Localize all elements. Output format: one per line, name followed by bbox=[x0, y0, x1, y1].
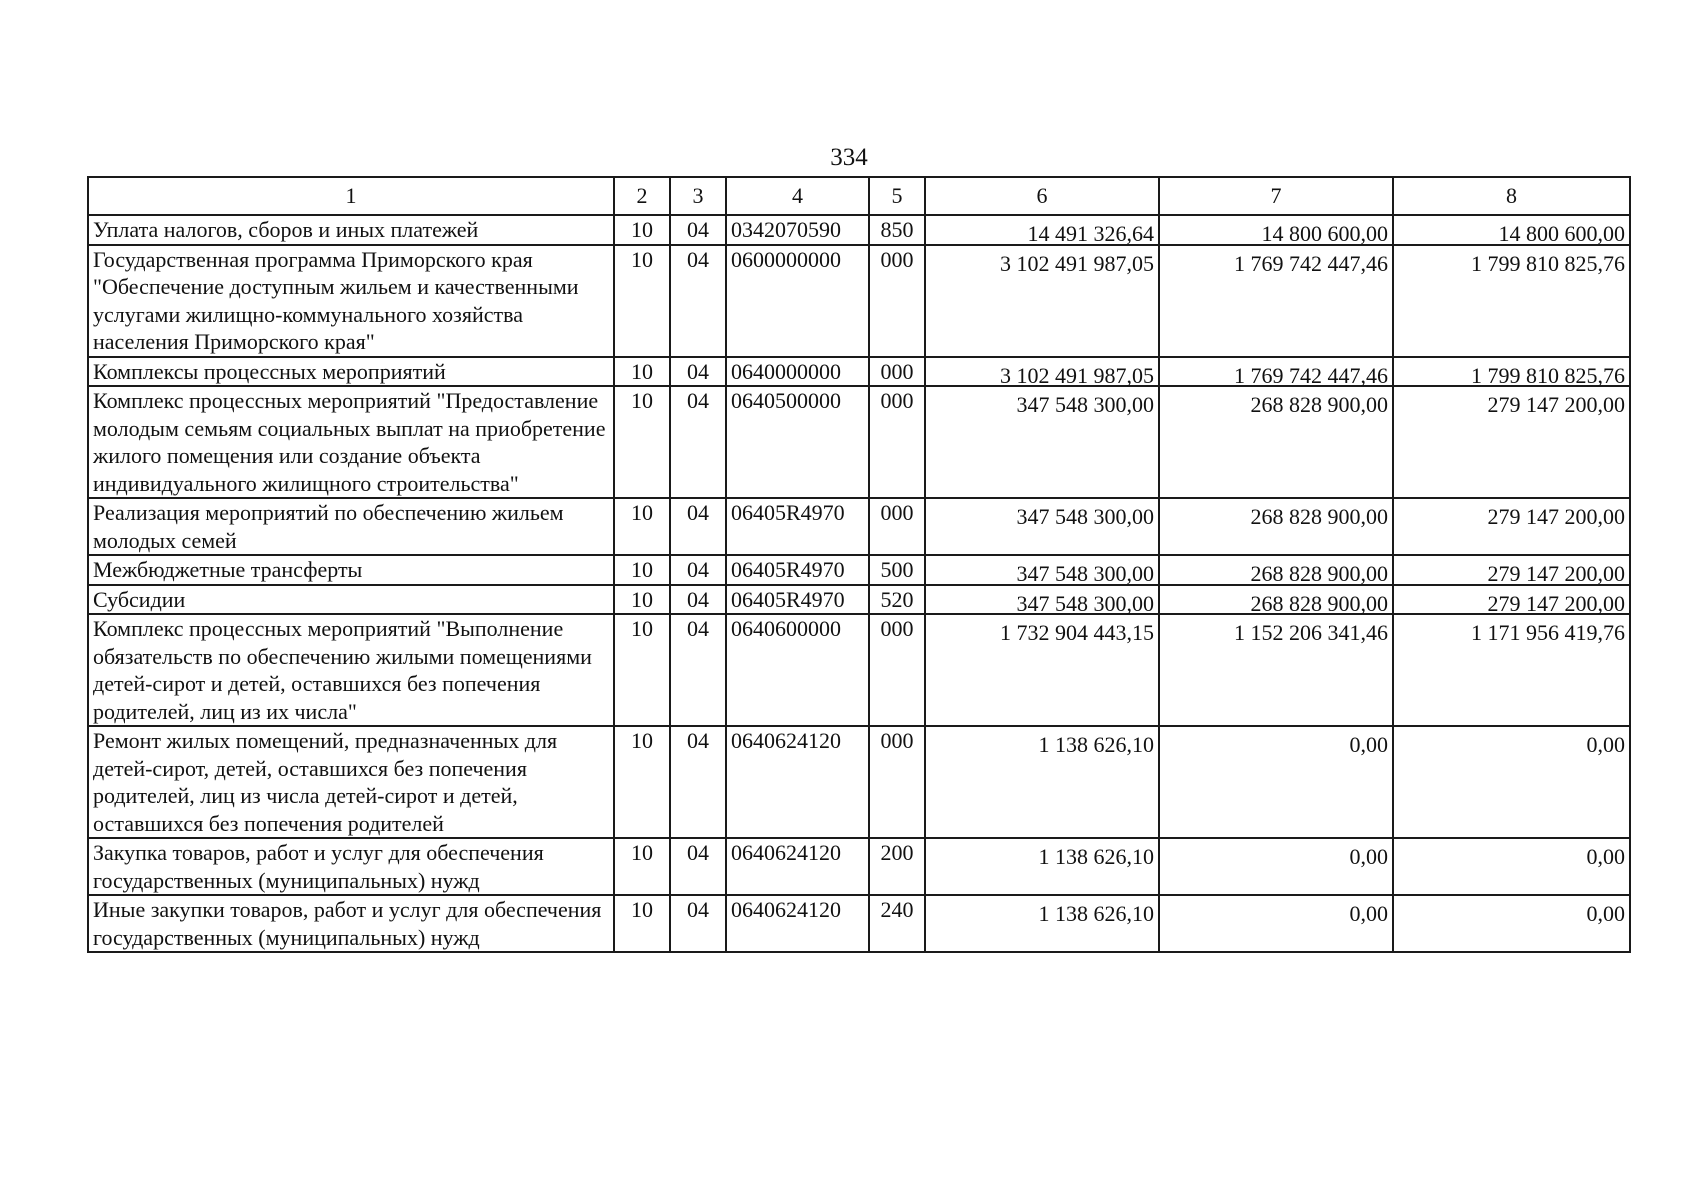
row-target-code: 06405R4970 bbox=[726, 555, 869, 585]
table-row bbox=[88, 838, 1630, 895]
row-amount-col6: 3 102 491 987,05 bbox=[925, 357, 1159, 387]
row-section: 10 bbox=[614, 386, 670, 498]
row-amount-col7: 268 828 900,00 bbox=[1159, 386, 1393, 498]
row-subsection: 04 bbox=[670, 245, 726, 357]
row-amount-col8: 0,00 bbox=[1393, 726, 1630, 838]
row-amount-col8: 279 147 200,00 bbox=[1393, 498, 1630, 555]
table-row bbox=[88, 215, 1630, 245]
row-name: Межбюджетные трансферты bbox=[88, 555, 614, 585]
row-amount-col8: 279 147 200,00 bbox=[1393, 555, 1630, 585]
row-section: 10 bbox=[614, 585, 670, 615]
table-row bbox=[88, 895, 1630, 952]
header-col-7: 7 bbox=[1159, 177, 1393, 215]
row-name: Государственная программа Приморского края "Обеспечение доступным жильем и качественными услугами жилищно-коммунального хозяйства населения Приморского края" bbox=[88, 245, 614, 357]
row-target-code: 0600000000 bbox=[726, 245, 869, 357]
row-section: 10 bbox=[614, 614, 670, 726]
row-amount-col8: 14 800 600,00 bbox=[1393, 215, 1630, 245]
row-expense-type: 520 bbox=[869, 585, 925, 615]
row-amount-col7: 0,00 bbox=[1159, 895, 1393, 952]
table-row bbox=[88, 614, 1630, 726]
row-expense-type: 000 bbox=[869, 498, 925, 555]
header-col-5: 5 bbox=[869, 177, 925, 215]
row-amount-col6: 1 732 904 443,15 bbox=[925, 614, 1159, 726]
row-target-code: 0640000000 bbox=[726, 357, 869, 387]
row-name: Комплекс процессных мероприятий "Выполнение обязательств по обеспечению жилыми помещениями детей-сирот и детей, оставшихся без попечения родителей, лиц из их числа" bbox=[88, 614, 614, 726]
header-col-4: 4 bbox=[726, 177, 869, 215]
row-name: Субсидии bbox=[88, 585, 614, 615]
row-amount-col6: 3 102 491 987,05 bbox=[925, 245, 1159, 357]
row-amount-col7: 268 828 900,00 bbox=[1159, 498, 1393, 555]
row-amount-col8: 1 799 810 825,76 bbox=[1393, 245, 1630, 357]
header-col-1: 1 bbox=[88, 177, 614, 215]
row-amount-col6: 347 548 300,00 bbox=[925, 386, 1159, 498]
budget-table bbox=[87, 176, 1631, 953]
row-expense-type: 240 bbox=[869, 895, 925, 952]
row-amount-col6: 347 548 300,00 bbox=[925, 585, 1159, 615]
table-row bbox=[88, 357, 1630, 387]
row-amount-col7: 268 828 900,00 bbox=[1159, 555, 1393, 585]
row-amount-col6: 1 138 626,10 bbox=[925, 838, 1159, 895]
table-row bbox=[88, 726, 1630, 838]
row-subsection: 04 bbox=[670, 386, 726, 498]
row-amount-col7: 1 769 742 447,46 bbox=[1159, 357, 1393, 387]
row-name: Иные закупки товаров, работ и услуг для обеспечения государственных (муниципальных) нужд bbox=[88, 895, 614, 952]
row-expense-type: 000 bbox=[869, 245, 925, 357]
row-target-code: 0640500000 bbox=[726, 386, 869, 498]
row-section: 10 bbox=[614, 895, 670, 952]
row-amount-col8: 279 147 200,00 bbox=[1393, 585, 1630, 615]
header-col-3: 3 bbox=[670, 177, 726, 215]
row-section: 10 bbox=[614, 357, 670, 387]
row-target-code: 0640624120 bbox=[726, 838, 869, 895]
row-expense-type: 200 bbox=[869, 838, 925, 895]
row-amount-col7: 0,00 bbox=[1159, 838, 1393, 895]
row-subsection: 04 bbox=[670, 357, 726, 387]
row-expense-type: 500 bbox=[869, 555, 925, 585]
row-name: Комплекс процессных мероприятий "Предоставление молодым семьям социальных выплат на приобретение жилого помещения или создание объекта индивидуального жилищного строительства" bbox=[88, 386, 614, 498]
row-amount-col8: 1 799 810 825,76 bbox=[1393, 357, 1630, 387]
row-amount-col8: 1 171 956 419,76 bbox=[1393, 614, 1630, 726]
row-amount-col8: 0,00 bbox=[1393, 838, 1630, 895]
row-amount-col8: 0,00 bbox=[1393, 895, 1630, 952]
row-subsection: 04 bbox=[670, 498, 726, 555]
row-subsection: 04 bbox=[670, 215, 726, 245]
row-subsection: 04 bbox=[670, 895, 726, 952]
row-expense-type: 850 bbox=[869, 215, 925, 245]
row-amount-col7: 0,00 bbox=[1159, 726, 1393, 838]
header-row bbox=[88, 177, 1630, 215]
row-amount-col6: 14 491 326,64 bbox=[925, 215, 1159, 245]
row-section: 10 bbox=[614, 498, 670, 555]
row-subsection: 04 bbox=[670, 838, 726, 895]
row-amount-col7: 268 828 900,00 bbox=[1159, 585, 1393, 615]
page-number: 334 bbox=[830, 144, 868, 171]
row-subsection: 04 bbox=[670, 555, 726, 585]
row-target-code: 06405R4970 bbox=[726, 498, 869, 555]
row-amount-col6: 347 548 300,00 bbox=[925, 555, 1159, 585]
row-name: Комплексы процессных мероприятий bbox=[88, 357, 614, 387]
row-amount-col8: 279 147 200,00 bbox=[1393, 386, 1630, 498]
row-target-code: 0640600000 bbox=[726, 614, 869, 726]
row-section: 10 bbox=[614, 838, 670, 895]
row-amount-col7: 1 769 742 447,46 bbox=[1159, 245, 1393, 357]
table-row bbox=[88, 498, 1630, 555]
row-amount-col7: 14 800 600,00 bbox=[1159, 215, 1393, 245]
row-expense-type: 000 bbox=[869, 726, 925, 838]
row-amount-col7: 1 152 206 341,46 bbox=[1159, 614, 1393, 726]
header-col-8: 8 bbox=[1393, 177, 1630, 215]
row-expense-type: 000 bbox=[869, 357, 925, 387]
table-row bbox=[88, 245, 1630, 357]
table-row bbox=[88, 555, 1630, 585]
row-target-code: 06405R4970 bbox=[726, 585, 869, 615]
row-expense-type: 000 bbox=[869, 386, 925, 498]
table-row bbox=[88, 386, 1630, 498]
row-amount-col6: 1 138 626,10 bbox=[925, 895, 1159, 952]
table-row bbox=[88, 585, 1630, 615]
row-target-code: 0342070590 bbox=[726, 215, 869, 245]
row-subsection: 04 bbox=[670, 614, 726, 726]
row-name: Закупка товаров, работ и услуг для обеспечения государственных (муниципальных) нужд bbox=[88, 838, 614, 895]
row-section: 10 bbox=[614, 726, 670, 838]
row-subsection: 04 bbox=[670, 726, 726, 838]
row-target-code: 0640624120 bbox=[726, 895, 869, 952]
header-col-2: 2 bbox=[614, 177, 670, 215]
row-name: Ремонт жилых помещений, предназначенных для детей-сирот, детей, оставшихся без попечения родителей, лиц из числа детей-сирот и детей, оставшихся без попечения родителей bbox=[88, 726, 614, 838]
row-subsection: 04 bbox=[670, 585, 726, 615]
header-col-6: 6 bbox=[925, 177, 1159, 215]
row-name: Уплата налогов, сборов и иных платежей bbox=[88, 215, 614, 245]
row-section: 10 bbox=[614, 555, 670, 585]
row-expense-type: 000 bbox=[869, 614, 925, 726]
row-amount-col6: 347 548 300,00 bbox=[925, 498, 1159, 555]
row-amount-col6: 1 138 626,10 bbox=[925, 726, 1159, 838]
row-section: 10 bbox=[614, 215, 670, 245]
row-name: Реализация мероприятий по обеспечению жильем молодых семей bbox=[88, 498, 614, 555]
row-section: 10 bbox=[614, 245, 670, 357]
row-target-code: 0640624120 bbox=[726, 726, 869, 838]
